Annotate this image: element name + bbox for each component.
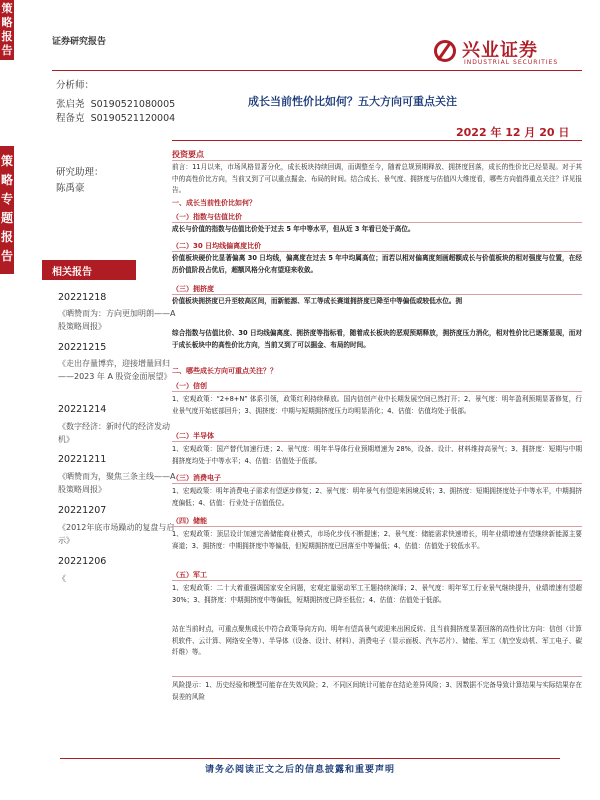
body-paragraph: 成长与价值的指数与估值比价处于过去 5 年中等水平，但从近 3 年看已处于高位。 — [172, 225, 415, 233]
invest-points-heading: 投资要点 — [172, 150, 204, 159]
strip-char: 策 — [1, 2, 13, 15]
analyst-label: 分析师： — [56, 80, 95, 91]
related-report-link[interactable]: 《走出存量博弈，迎接增量回归——2023 年 A 股资金面展望》 — [58, 359, 172, 381]
strip-char: 题 — [0, 211, 13, 225]
related-report-date: 20221206 — [58, 556, 107, 567]
strip-char: 报 — [0, 230, 13, 244]
footer-rule — [60, 758, 560, 759]
body-paragraph: 1、宏观政策：二十大着重强调国家安全问题，宏观定量驱动军工王题持续演绎；2、景气度：明年军工行业景气继续提升，业绩增速有望超 30%；3、拥挤度：中期拥挤度中等偏低，短期拥挤度已降至低位；4、估值：估值处于低部。 — [172, 584, 582, 604]
side-strip-middle — [0, 146, 14, 274]
subsection-label: （二）半导体 — [172, 432, 214, 440]
divider — [172, 441, 582, 442]
doc-type-label: 证券研究报告 — [52, 37, 107, 47]
analyst-name: 程备克 S0190521120004 — [56, 113, 176, 124]
divider — [172, 294, 582, 295]
subsection-label: （三）拥挤度 — [172, 285, 214, 293]
body-paragraph: 1、宏观政策：顶层设计加速完善储能商业模式，市场化步伐不断提速；2、景气度：储能需求快速增长，明年业绩增速有望继续新能源主要赛道；3、拥挤度：中期拥挤度中等偏低，但短期拥挤度已回落至中等偏低；4、估值：估值处于较低水平。 — [172, 530, 582, 550]
subsection-label: （一）指数与估值比价 — [172, 213, 242, 221]
summary-paragraph: 综合指数与估值比价、30 日均线偏离度、拥挤度等指标看，随着成长板块的恶观预期释放，拥挤度压力消化，相对性价比已逐渐显现，而对于成长板块中的高性价比方向，当前又到了可以掘金、布局的时间。 — [172, 329, 582, 349]
related-reports-header — [42, 260, 136, 280]
analyst-name: 张启尧 S0190521080005 — [56, 99, 176, 110]
divider — [172, 251, 582, 252]
side-strip-top — [0, 0, 14, 60]
strip-char: 专 — [0, 192, 13, 206]
related-report-link[interactable]: 《 — [58, 574, 66, 583]
body-paragraph: 1、宏观政策：“2+8+N” 体系引领，政策红利持续释放。国内信创产业中长期发展空间已然打开；2、景气度：明年盈利预期显著修复，行业景气度开始底部回升；3、拥挤度：中期与短期拥挤度压力均明显消化；4、估值：估值均处于低部。 — [172, 395, 582, 415]
related-report-date: 20221218 — [58, 292, 107, 303]
divider — [172, 676, 582, 677]
related-report-link[interactable]: 《2012年底市场躁动的复盘与启示》 — [58, 523, 175, 545]
related-report-link[interactable]: 《晒赞而为：方向更加明朗——A股策略周报》 — [58, 309, 176, 331]
section-heading: 二、哪些成长方向可重点关注？？ — [172, 367, 277, 375]
report-title: 成长当前性价比如何？五大方向可重点关注 — [248, 95, 457, 108]
strip-char: 告 — [1, 44, 13, 57]
subsection-label: （四）储能 — [172, 517, 207, 525]
related-report-link[interactable]: 《数字经济：新时代的经济发动机》 — [58, 422, 170, 444]
body-paragraph: 价值板块拥挤度已升至较高区间，而新能源、军工等成长赛道拥挤度已降至中等偏低或较低水位。拥 — [172, 297, 463, 305]
related-report-date: 20221211 — [58, 454, 107, 465]
body-paragraph: 1、宏观政策：明年消费电子需求有望逐步修复；2、景气度：明年景气有望迎来困境反转；3、拥挤度：短期拥挤度处于中等水平，中期拥挤度偏低；4、估值：行业处于估值低位。 — [172, 487, 582, 507]
divider — [172, 526, 582, 527]
brand-name-en: INDUSTRIAL SECURITIES — [464, 59, 559, 66]
section-heading: 一、成长当前性价比如何？ — [172, 199, 256, 207]
report-date: 2022 年 12 月 20 日 — [456, 126, 570, 139]
subsection-label: （二）30 日均线偏离度比价 — [172, 242, 262, 250]
footer-disclaimer: 请务必阅读正文之后的信息披露和重要声明 — [204, 765, 395, 775]
strip-char: 报 — [1, 30, 13, 43]
related-report-date: 20221214 — [58, 404, 107, 415]
title-rule — [172, 140, 582, 141]
assistant-name: 陈禹豪 — [56, 183, 85, 194]
intro-paragraph: 前言：11月以来，市场风格显著分化，成长板块持续回调，而调整至今，随着总规预期释放、拥挤度回落，成长的性价比已经显现。对于其中的高性价比方向，当前又到了可以重点掘金、布局的时间。结合成长、景气度、拥挤度与估值四大维度看，哪些方向值得重点关注？详见报告。 — [172, 163, 582, 195]
divider — [172, 391, 582, 392]
divider — [172, 160, 582, 161]
related-reports-heading: 相关报告 — [52, 267, 92, 278]
strip-char: 策 — [0, 154, 13, 168]
divider — [172, 222, 582, 223]
subsection-label: （一）信创 — [172, 382, 207, 390]
strip-char: 略 — [0, 173, 13, 187]
subsection-label: （五）军工 — [172, 571, 207, 579]
brand-logo-icon — [434, 40, 456, 62]
assistant-label: 研究助理： — [56, 167, 104, 178]
strip-char: 略 — [1, 16, 13, 29]
divider — [172, 483, 582, 484]
header-rule — [52, 70, 582, 71]
conclusion-paragraph: 站在当前时点，可重点聚焦成长中符合政策导向方向、明年有望高景气或迎来出困反转、且当前拥挤度显著回落的高性价比方向：信创（计算机软件、云计算、网络安全等）、半导体（设备、设计、材料）、消费电子（显示面板、汽车芯片）、储能、军工（航空发动机、军工电子、碳纤维）等。 — [172, 625, 582, 657]
divider — [172, 580, 582, 581]
strip-char: 告 — [0, 249, 13, 263]
body-paragraph: 价值板块硬价比显著偏离 30 日均线，偏离度在过去 5 年中均属高位；而若以相对偏离度刻画超额成长与价值板块的相对强度与位置，在经历价值阶段占优后，超额风格分化有望迎来收敛。 — [172, 254, 582, 274]
related-report-link[interactable]: 《晒赞而为，聚焦三条主线——A股策略周报》 — [58, 472, 176, 494]
risk-warning: 风险提示：1、历史经验和模型可能存在失效风险；2、不同区间统计可能存在结论差异风险；3、因数据不完备导致计算结果与实际结果存在误差的风险 — [172, 681, 582, 701]
subsection-label: （三）消费电子 — [172, 474, 221, 482]
brand-name: 兴业证券 — [462, 40, 538, 61]
related-report-date: 20221215 — [58, 342, 107, 353]
body-paragraph: 1、宏观政策：国产替代加速行进；2、景气度：明年半导体行业预期增速为 28%，设备、设计、材料维持高景气；3、拥挤度：短期与中期拥挤度均处于中等水平；4、估值：估值处于低部。 — [172, 445, 582, 465]
related-report-date: 20221207 — [58, 505, 107, 516]
